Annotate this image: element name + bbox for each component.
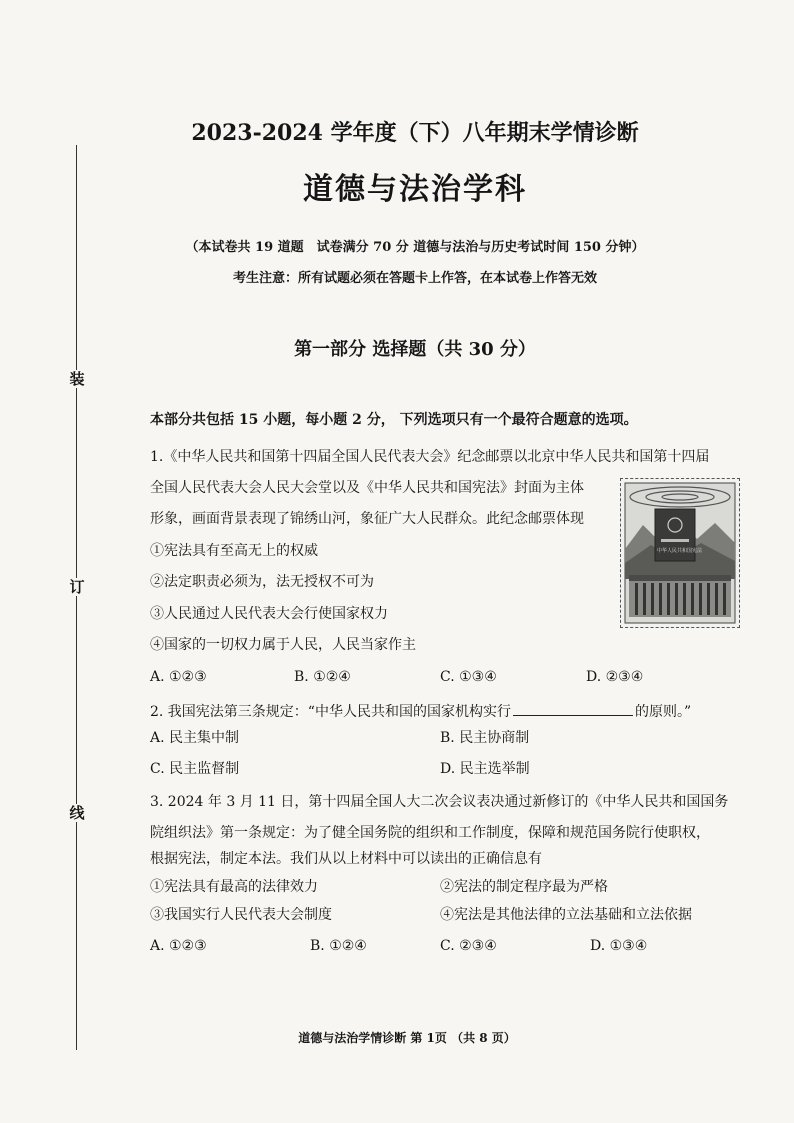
q1-statement-1: ①宪法具有至高无上的权威 [150, 543, 318, 559]
q3-option-c: C. ②③④ [440, 938, 497, 954]
q1-statement-3: ③人民通过人民代表大会行使国家权力 [150, 606, 388, 622]
q2-option-a: A. 民主集中制 [150, 730, 240, 746]
binding-char-xian: 线 [69, 804, 85, 822]
q3-statement-1: ①宪法具有最高的法律效力 [150, 879, 318, 895]
q3-option-a: A. ①②③ [150, 938, 207, 954]
q3-statement-4: ④宪法是其他法律的立法基础和立法依据 [440, 907, 692, 923]
q1-stem-line-2: 全国人民代表大会人民大会堂以及《中华人民共和国宪法》封面为主体 [150, 480, 584, 496]
binding-char-zhuang: 装 [69, 370, 85, 388]
section-intro: 本部分共包括 15 小题，每小题 2 分， 下列选项只有一个最符合题意的选项。 [150, 412, 638, 428]
q1-statement-2: ②法定职责必须为，法无授权不可为 [150, 574, 374, 590]
q1-option-b: B. ①②④ [294, 669, 351, 685]
stamp-caption: 中华人民共和国宪法 [657, 548, 703, 554]
q2-stem-before: 2. 我国宪法第三条规定：“中华人民共和国的国家机构实行 [150, 704, 511, 720]
exam-info: （本试卷共 19 道题 试卷满分 70 分 道德与法治与历史考试时间 150 分钟） [185, 240, 645, 255]
q3-stem-line-3: 根据宪法，制定本法。我们从以上材料中可以读出的正确信息有 [150, 851, 542, 867]
q3-statement-3: ③我国实行人民代表大会制度 [150, 907, 332, 923]
q2-option-c: C. 民主监督制 [150, 761, 240, 777]
q3-option-d: D. ①③④ [590, 938, 648, 954]
q3-stem-line-1: 3. 2024 年 3 月 11 日，第十四届全国人大二次会议表决通过新修订的《中华人民共和国国务 [150, 794, 729, 810]
q2-option-d: D. 民主选举制 [440, 761, 530, 777]
q2-answer-blank [513, 701, 633, 716]
q3-statement-2: ②宪法的制定程序最为严格 [440, 879, 608, 895]
q1-option-a: A. ①②③ [150, 669, 207, 685]
q3-stem-line-2: 院组织法》第一条规定：为了健全国务院的组织和工作制度，保障和规范国务院行使职权， [150, 825, 710, 841]
q1-statement-4: ④国家的一切权力属于人民，人民当家作主 [150, 637, 416, 653]
exam-title: 2023-2024 学年度（下）八年期末学情诊断 [191, 120, 639, 146]
page-footer: 道德与法治学情诊断 第 1页 （共 8 页） [298, 1031, 516, 1045]
q3-option-b: B. ①②④ [310, 938, 367, 954]
q2-stem [150, 701, 691, 721]
q1-option-d: D. ②③④ [586, 669, 644, 685]
q2-stem-after: 的原则。” [634, 704, 692, 720]
q1-stem-line-3: 形象，画面背景表现了锦绣山河，象征广大人民群众。此纪念邮票体现 [150, 511, 584, 527]
section-title: 第一部分 选择题（共 30 分） [294, 339, 536, 360]
exam-notice: 考生注意：所有试题必须在答题卡上作答，在本试卷上作答无效 [232, 271, 597, 286]
q2-option-b: B. 民主协商制 [440, 730, 530, 746]
q1-stem-line-1: 1.《中华人民共和国第十四届全国人民代表大会》纪念邮票以北京中华人民共和国第十四届 [150, 449, 710, 465]
commemorative-stamp-image [620, 478, 740, 628]
q1-option-c: C. ①③④ [440, 669, 497, 685]
subject-title: 道德与法治学科 [303, 172, 527, 207]
binding-char-ding: 订 [69, 578, 85, 596]
